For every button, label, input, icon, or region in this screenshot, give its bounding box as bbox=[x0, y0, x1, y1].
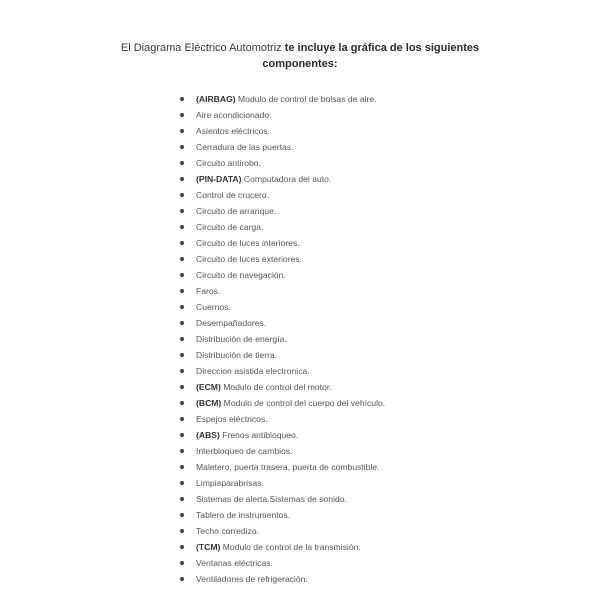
intro-bold-text-line2: componentes: bbox=[262, 58, 338, 70]
bullet-icon bbox=[180, 337, 184, 341]
list-item bbox=[180, 139, 385, 155]
component-code: (PIN-DATA) bbox=[196, 174, 242, 184]
component-description: Circuito antirobo. bbox=[196, 158, 261, 168]
list-item bbox=[180, 283, 385, 299]
list-item bbox=[180, 315, 385, 331]
list-item bbox=[180, 411, 385, 427]
component-description: Distribución de energía. bbox=[196, 334, 287, 344]
component-description: Cerradura de las puertas. bbox=[196, 142, 294, 152]
bullet-icon bbox=[180, 401, 184, 405]
component-description: Faros. bbox=[196, 286, 221, 296]
component-description: Distribución de tierra. bbox=[196, 350, 278, 360]
bullet-icon bbox=[180, 449, 184, 453]
list-item bbox=[180, 395, 385, 411]
bullet-icon bbox=[180, 369, 184, 373]
list-item bbox=[180, 107, 385, 123]
list-item bbox=[180, 443, 385, 459]
bullet-icon bbox=[180, 177, 184, 181]
bullet-icon bbox=[180, 353, 184, 357]
list-item bbox=[180, 91, 385, 107]
component-description: Interbloqueo de cambios. bbox=[196, 446, 293, 456]
bullet-icon bbox=[180, 145, 184, 149]
bullet-icon bbox=[180, 561, 184, 565]
component-description: Tablero de instrumentos. bbox=[196, 510, 291, 520]
component-description: Ventanas eléctricas. bbox=[196, 558, 273, 568]
list-item bbox=[180, 507, 385, 523]
component-description: Desempañadores. bbox=[196, 318, 267, 328]
list-item bbox=[180, 203, 385, 219]
list-item bbox=[180, 267, 385, 283]
component-description: Circuito de luces interiores. bbox=[196, 238, 300, 248]
component-description: Circuito de navegación. bbox=[196, 270, 286, 280]
list-item bbox=[180, 571, 385, 587]
list-item bbox=[180, 427, 385, 443]
bullet-icon bbox=[180, 161, 184, 165]
list-item bbox=[180, 123, 385, 139]
component-code: (AIRBAG) bbox=[196, 94, 236, 104]
bullet-icon bbox=[180, 513, 184, 517]
bullet-icon bbox=[180, 321, 184, 325]
component-description: Sistemas de alerta.Sistemas de sonido. bbox=[196, 494, 347, 504]
component-description: Modulo de control del motor. bbox=[220, 382, 332, 392]
bullet-icon bbox=[180, 193, 184, 197]
list-item bbox=[180, 491, 385, 507]
list-item bbox=[180, 299, 385, 315]
list-item bbox=[180, 187, 385, 203]
component-description: Espejos eléctricos. bbox=[196, 414, 268, 424]
bullet-icon bbox=[180, 577, 184, 581]
component-description: Modulo de control del cuerpo del vehículo. bbox=[221, 398, 386, 408]
list-item bbox=[180, 331, 385, 347]
intro-paragraph bbox=[70, 40, 530, 72]
list-item bbox=[180, 475, 385, 491]
bullet-icon bbox=[180, 465, 184, 469]
component-description: Control de crucero. bbox=[196, 190, 270, 200]
component-description: Frenos antibloqueo. bbox=[219, 430, 299, 440]
list-item bbox=[180, 219, 385, 235]
bullet-icon bbox=[180, 385, 184, 389]
list-item bbox=[180, 235, 385, 251]
component-description: Circuito de arranque. bbox=[196, 206, 277, 216]
bullet-icon bbox=[180, 257, 184, 261]
bullet-icon bbox=[180, 417, 184, 421]
component-code: (ECM) bbox=[196, 382, 221, 392]
list-item bbox=[180, 459, 385, 475]
list-item bbox=[180, 539, 385, 555]
component-description: Cuernos. bbox=[196, 302, 231, 312]
list-item bbox=[180, 155, 385, 171]
bullet-icon bbox=[180, 273, 184, 277]
component-description: Maletero, puerta trasera, puerta de combustible. bbox=[196, 462, 380, 472]
component-description: Techo corredizo. bbox=[196, 526, 260, 536]
bullet-icon bbox=[180, 497, 184, 501]
component-description: Modulo de control de la transmisión. bbox=[220, 542, 361, 552]
component-code: (ABS) bbox=[196, 430, 220, 440]
bullet-icon bbox=[180, 97, 184, 101]
component-code: (TCM) bbox=[196, 542, 221, 552]
list-item bbox=[180, 523, 385, 539]
component-description: Asientos eléctricos. bbox=[196, 126, 271, 136]
intro-bold-text-line1: te incluye la gráfica de los siguientes bbox=[284, 42, 480, 54]
component-description: Direccion asistida electronica. bbox=[196, 366, 310, 376]
bullet-icon bbox=[180, 209, 184, 213]
list-item bbox=[180, 171, 385, 187]
components-list bbox=[180, 91, 385, 587]
list-item bbox=[180, 251, 385, 267]
bullet-icon bbox=[180, 545, 184, 549]
component-description: Modulo de control de bolsas de aire. bbox=[235, 94, 377, 104]
bullet-icon bbox=[180, 433, 184, 437]
component-description: Ventiladores de refrigeración. bbox=[196, 574, 308, 584]
component-description: Aire acondicionado. bbox=[196, 110, 272, 120]
bullet-icon bbox=[180, 305, 184, 309]
component-description: Limpiaparabrisas. bbox=[196, 478, 264, 488]
bullet-icon bbox=[180, 481, 184, 485]
bullet-icon bbox=[180, 289, 184, 293]
bullet-icon bbox=[180, 113, 184, 117]
list-item bbox=[180, 347, 385, 363]
bullet-icon bbox=[180, 225, 184, 229]
list-item bbox=[180, 555, 385, 571]
intro-plain-text: El Diagrama Eléctrico Automotriz bbox=[120, 42, 285, 54]
bullet-icon bbox=[180, 129, 184, 133]
component-description: Circuito de luces exteriores. bbox=[196, 254, 303, 264]
component-description: Circuito de carga. bbox=[196, 222, 264, 232]
list-item bbox=[180, 379, 385, 395]
component-description: Computadora del auto. bbox=[241, 174, 332, 184]
bullet-icon bbox=[180, 529, 184, 533]
bullet-icon bbox=[180, 241, 184, 245]
list-item bbox=[180, 363, 385, 379]
component-code: (BCM) bbox=[196, 398, 222, 408]
